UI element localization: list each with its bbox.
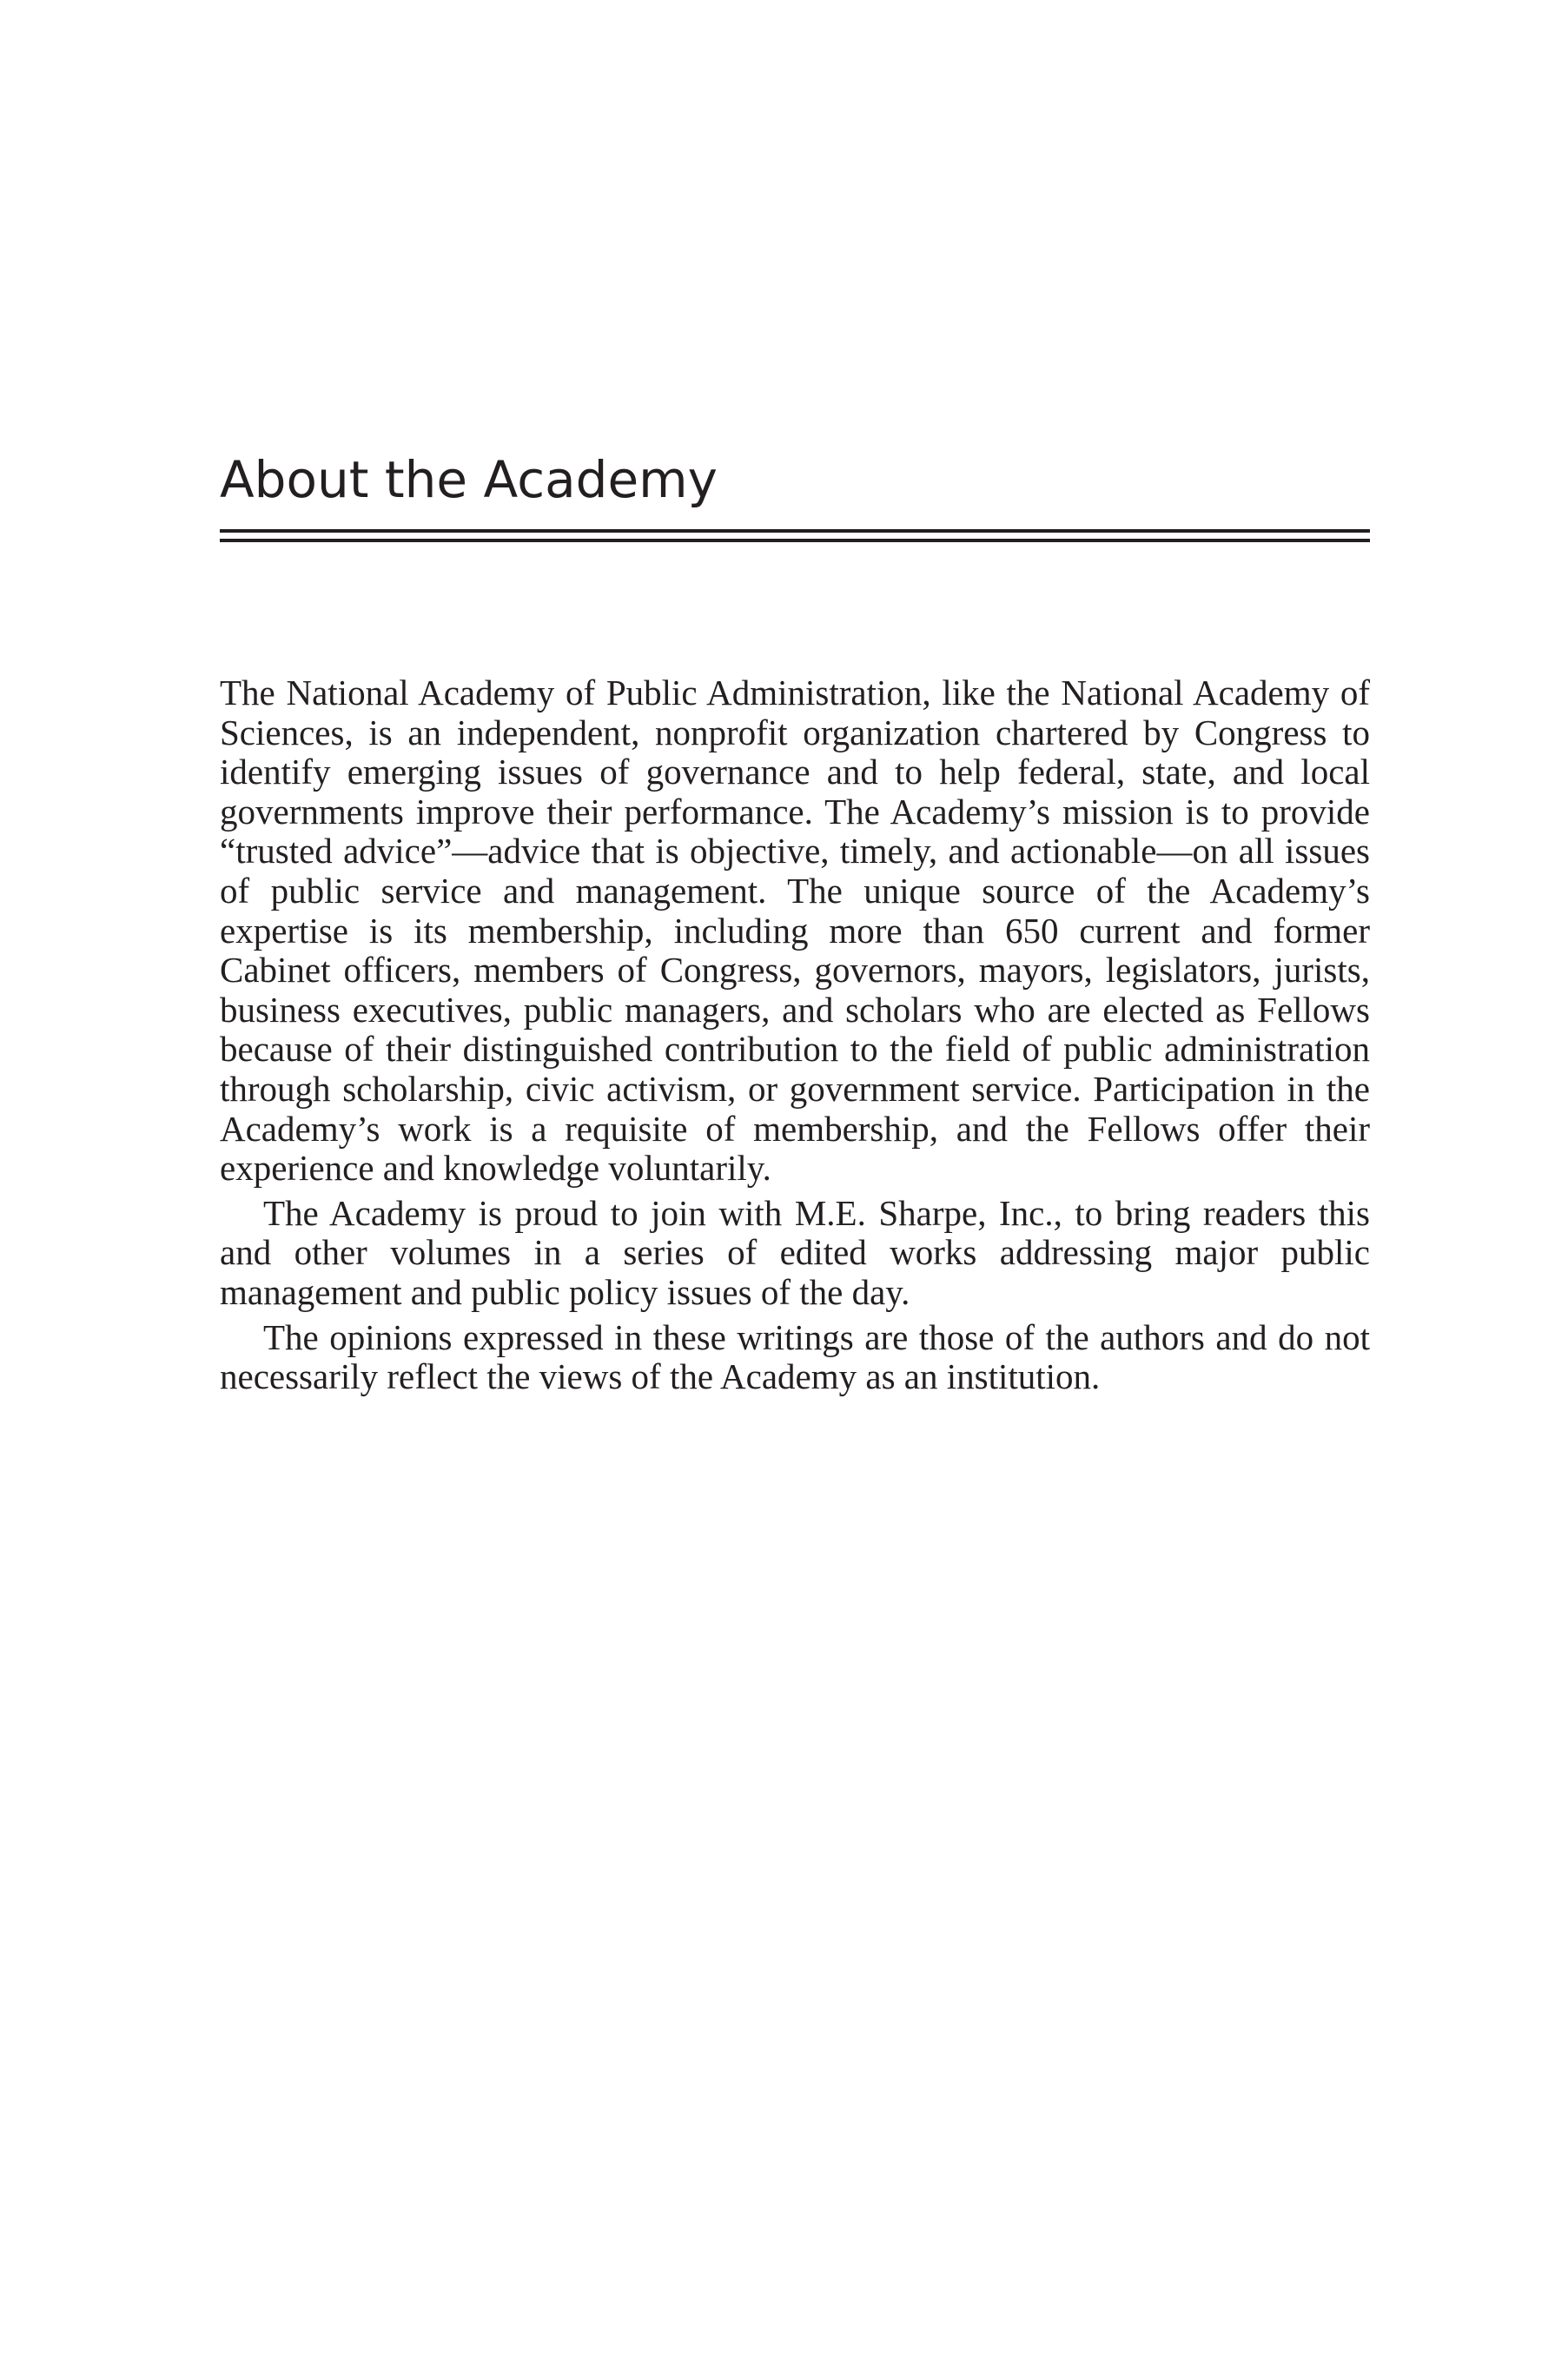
title-rule-bottom xyxy=(220,539,1370,542)
page-title: About the Academy xyxy=(220,450,718,509)
title-rule-top xyxy=(220,529,1370,533)
body-text xyxy=(220,673,1370,1397)
paragraph-partnership: The Academy is proud to join with M.E. Sharpe, Inc., to bring readers this and other volumes in a series of edited works addressing major public management and public policy issues of the day. xyxy=(220,1192,1370,1312)
paragraph-mission: The National Academy of Public Administration, like the National Academy of Sciences, is an independent, nonprofit organization chartered by Congress to identify emerging issues of governance and to help federal, state, and local governments improve their performance. The Academy’s mission is to provide “trusted advice”—advice that is objective, timely, and actionable—on all issues of public service and management. The unique source of the Academy’s expertise is its membership, including more than 650 current and former Cabinet officers, members of Congress, governors, mayors, legislators, jurists, business executives, public managers, and scholars who are elected as Fellows because of their distinguished contribution to the field of public administration through scholarship, civic activism, or government service. Participation in the Academy’s work is a requisite of membership, and the Fellows offer their experience and knowledge voluntarily. xyxy=(220,673,1370,1189)
paragraph-disclaimer: The opinions expressed in these writings are those of the authors and do not necessarily reflect the views of the Academy as an institution. xyxy=(220,1316,1370,1397)
